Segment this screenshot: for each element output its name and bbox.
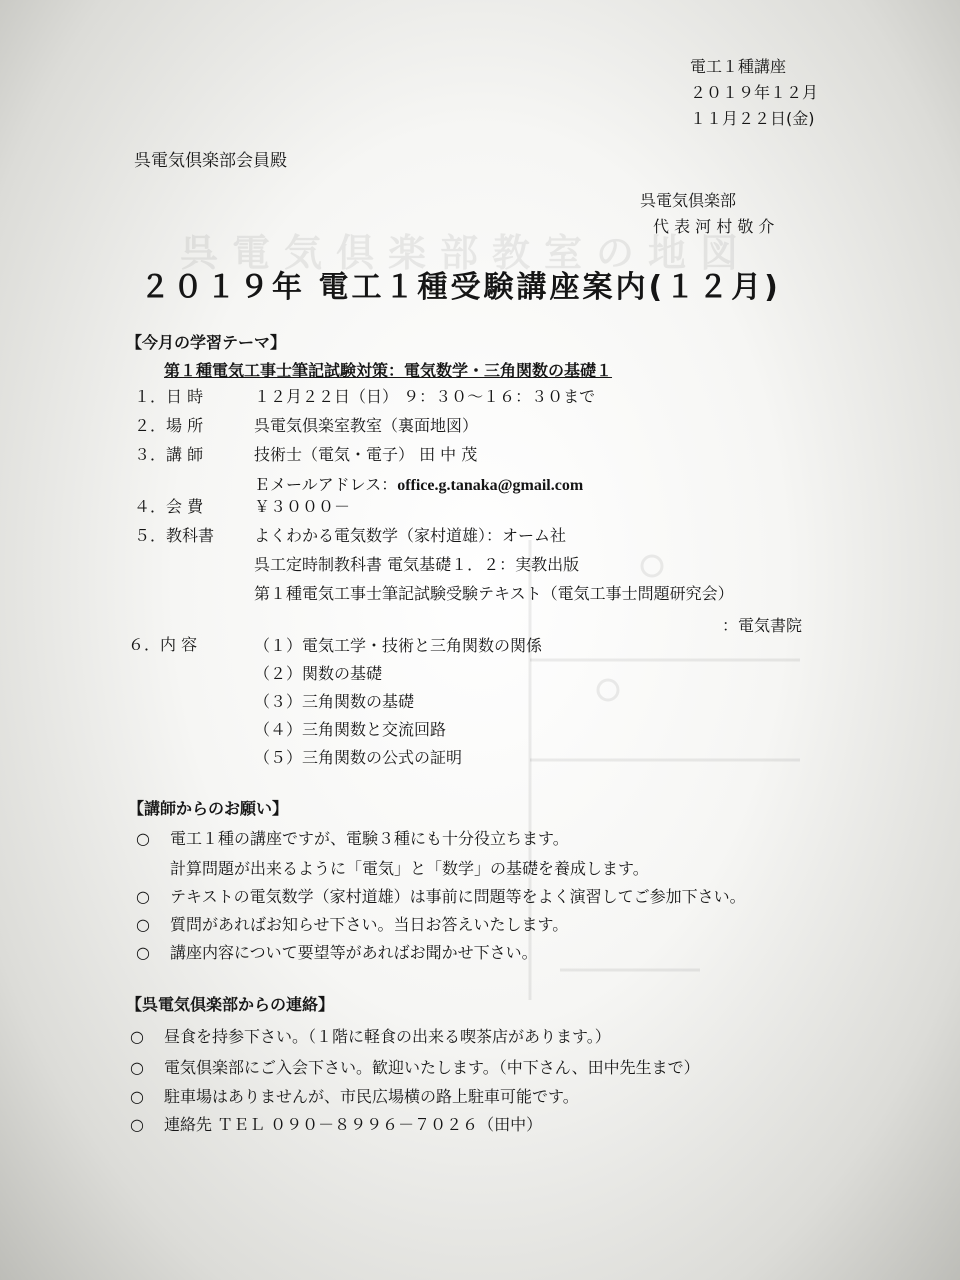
notice-line: ○ 電気倶楽部にご入会下さい。歓迎いたします。（中下さん、田中先生まで） [130, 1058, 700, 1077]
item-textbook-3 [134, 581, 734, 604]
contents-item: （４）三角関数と交流回路 [254, 720, 447, 739]
request-line: ○ 質問があればお知らせ下さい。当日お答えいたします。 [136, 915, 569, 934]
bullet-icon: ○ [136, 829, 150, 848]
item-textbook-publisher: ：電気書院 [722, 616, 803, 635]
contents-item: （３）三角関数の基礎 [254, 692, 415, 711]
theme-heading: 【今月の学習テーマ】 [126, 333, 287, 352]
sender-org: 呉電気倶楽部 [640, 191, 737, 210]
item-number: ５．教科書 [134, 526, 215, 545]
contents-item: （１）電気工学・技術と三角関数の関係 [254, 636, 543, 655]
item-value: ￥３０００－ [254, 497, 351, 516]
item-email [134, 472, 583, 495]
sender-representative: 代 表 河 村 敬 介 [653, 217, 775, 236]
notice-line: ○ 駐車場はありませんが、市民広場横の路上駐車可能です。 [130, 1087, 579, 1106]
show-through-heading: 呉電気倶楽部教室の地図 [180, 231, 753, 275]
notice-heading: 【呉電気倶楽部からの連絡】 [126, 995, 335, 1014]
notice-line: ○ 昼食を持参下さい。（１階に軽食の出来る喫茶店があります。） [130, 1027, 611, 1046]
email-address: office.g.tanaka@gmail.com [397, 477, 584, 494]
request-line: ○ テキストの電気数学（家村道雄）は事前に問題等をよく演習してご参加下さい。 [136, 887, 746, 906]
item-number: １．日 時 [134, 387, 204, 406]
email-label: Ｅメールアドレス： [254, 475, 398, 494]
item-value: 呉電気倶楽室教室（裏面地図） [254, 416, 479, 435]
contents-number: ６．内 容 [128, 635, 198, 654]
issue-date: １１月２２日(金) [690, 109, 815, 128]
bullet-icon: ○ [130, 1115, 144, 1134]
item-datetime [134, 384, 595, 407]
page-title: ２０１９年 電工１種受験講座案内(１２月) [140, 270, 781, 305]
request-line: 計算問題が出来るように「電気」と「数学」の基礎を養成します。 [170, 859, 649, 878]
contents-item: （５）三角関数の公式の証明 [254, 748, 463, 767]
theme-text: 第１種電気工事士筆記試験対策：電気数学・三角関数の基礎１ [164, 361, 613, 380]
bullet-icon: ○ [130, 1027, 144, 1046]
item-textbook-2 [134, 552, 579, 575]
bullet-icon: ○ [136, 943, 150, 962]
bullet-icon: ○ [136, 887, 150, 906]
request-line: ○ 講座内容について要望等があればお聞かせ下さい。 [136, 943, 538, 962]
item-number: ２．場 所 [134, 416, 204, 435]
item-number: ４．会 費 [134, 497, 204, 516]
bullet-icon: ○ [136, 915, 150, 934]
contents-item: （２）関数の基礎 [254, 664, 383, 683]
item-textbook [134, 523, 566, 546]
notice-line: ○ 連絡先 ＴＥＬ ０９０－８９９６－７０２６（田中） [130, 1115, 543, 1134]
course-name: 電工１種講座 [690, 57, 787, 76]
addressee: 呉電気倶楽部会員殿 [134, 151, 287, 171]
request-heading: 【講師からのお願い】 [128, 799, 289, 818]
item-value: よくわかる電気数学（家村道雄）：オーム社 [254, 526, 567, 545]
item-value: 第１種電気工事士筆記試験受験テキスト（電気工事士問題研究会） [254, 584, 734, 603]
item-lecturer [134, 442, 477, 465]
item-place [134, 413, 478, 436]
bullet-icon: ○ [130, 1058, 144, 1077]
issue-month: ２０１９年１２月 [690, 83, 819, 102]
item-value: １２月２２日（日） ９：３０～１６：３０まで [254, 387, 596, 406]
request-line: ○ 電工１種の講座ですが、電験３種にも十分役立ちます。 [136, 829, 569, 848]
item-value: 呉工定時制教科書 電気基礎１．２：実教出版 [254, 555, 580, 574]
item-number: ３．講 師 [134, 445, 204, 464]
item-value: 技術士（電気・電子） 田 中 茂 [254, 445, 478, 464]
bullet-icon: ○ [130, 1087, 144, 1106]
item-fee [134, 494, 350, 517]
